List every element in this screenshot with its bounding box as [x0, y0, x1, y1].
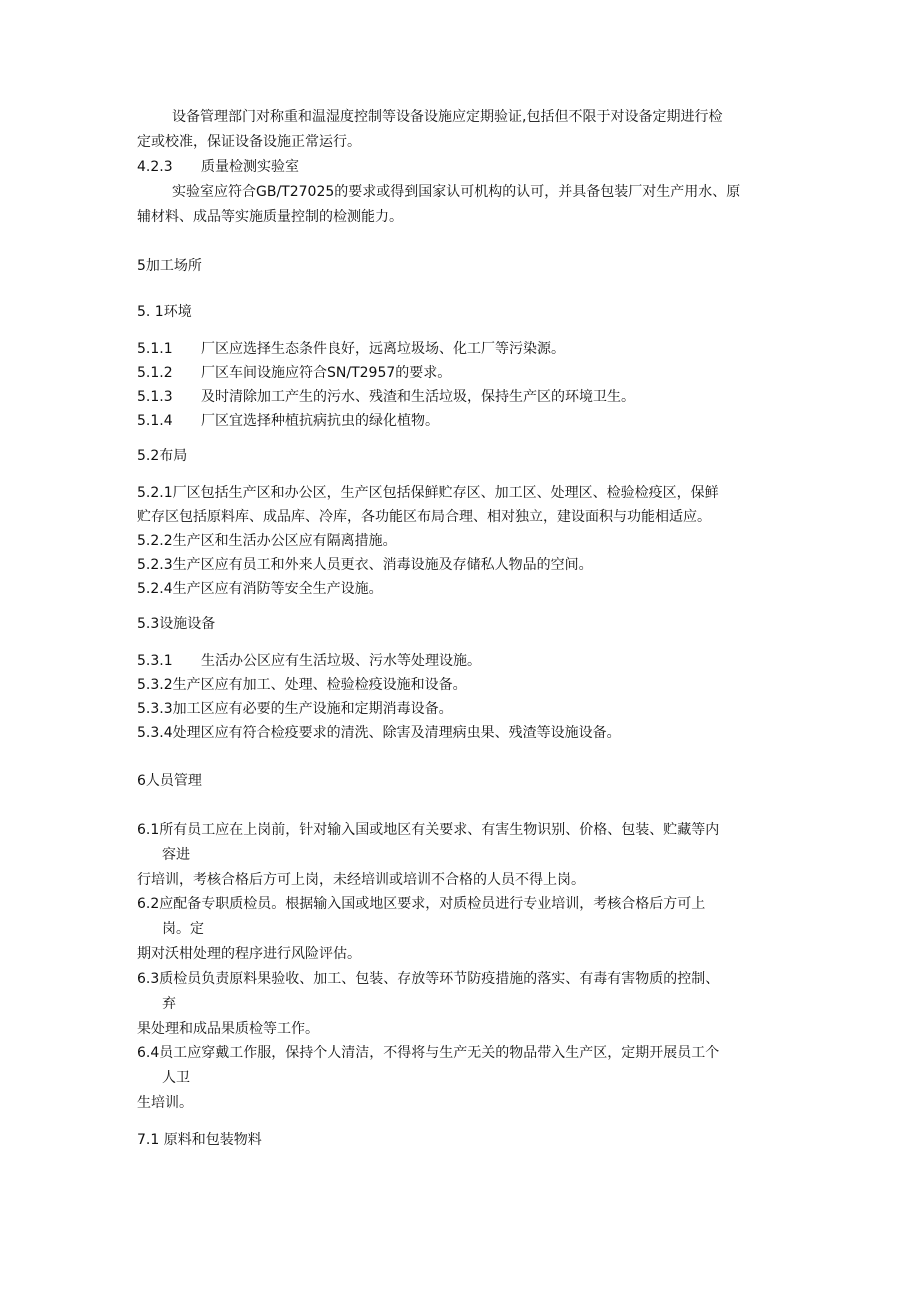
- clause: 5.2.1厂区包括生产区和办公区，生产区包括保鲜贮存区、加工区、处理区、检验检疫区，保鲜: [137, 485, 719, 501]
- clause-text: 厂区宜选择种植抗病抗虫的绿化植物。: [201, 413, 439, 429]
- clause: [137, 412, 439, 430]
- section-heading: 5.3设施设备: [137, 616, 216, 632]
- clause-continuation: 贮存区包括原料库、成品库、冷库，各功能区布局合理、相对独立，建设面积与功能相适应。: [137, 509, 711, 525]
- clause-number: 5.1.4: [137, 413, 173, 429]
- clause-text: 生活办公区应有生活垃圾、污水等处理设施。: [201, 653, 481, 669]
- clause-text: 及时清除加工产生的污水、残渣和生活垃圾，保持生产区的环境卫生。: [201, 389, 635, 405]
- section-heading: [137, 158, 299, 176]
- chapter-heading: 5加工场所: [137, 258, 202, 274]
- clause-number: 5.1.2: [137, 365, 173, 381]
- clause: 6.2应配备专职质检员。根据输入国或地区要求，对质检员进行专业培训，考核合格后方可上: [137, 896, 706, 912]
- section-heading: 7.1 原料和包装物料: [137, 1132, 262, 1148]
- chapter-heading: 6人员管理: [137, 773, 202, 789]
- clause: 6.3质检员负责原料果验收、加工、包装、存放等环节防疫措施的落实、有毒有害物质的控制、: [137, 971, 720, 987]
- clause: 5.2.3生产区应有员工和外来人员更衣、消毒设施及存储私人物品的空间。: [137, 557, 593, 573]
- clause: 5.3.4处理区应有符合检疫要求的清洗、除害及清理病虫果、残渣等设施设备。: [137, 725, 621, 741]
- clause: 5.2.4生产区应有消防等安全生产设施。: [137, 581, 383, 597]
- clause-continuation: 果处理和成品果质检等工作。: [137, 1021, 319, 1037]
- section-heading: 5. 1环境: [137, 304, 192, 320]
- clause: 5.3.2生产区应有加工、处理、检验检疫设施和设备。: [137, 677, 467, 693]
- clause-number: 5.1.1: [137, 341, 173, 357]
- clause: 5.2.2生产区和生活办公区应有隔离措施。: [137, 533, 397, 549]
- clause: 6.4员工应穿戴工作服，保持个人清洁，不得将与生产无关的物品带入生产区，定期开展员工个: [137, 1045, 720, 1061]
- clause-number: 5.3.1: [137, 653, 173, 669]
- clause-wrap: 容进: [162, 847, 190, 863]
- clause: [137, 652, 481, 670]
- clause-number: 5.1.3: [137, 389, 173, 405]
- clause-wrap: 人卫: [162, 1070, 190, 1086]
- clause: [137, 388, 635, 406]
- section-title: 质量检测实验室: [201, 159, 299, 175]
- clause: [137, 364, 451, 382]
- clause-wrap: 岗。定: [162, 921, 204, 937]
- clause: 6.1所有员工应在上岗前，针对输入国或地区有关要求、有害生物识别、价格、包装、贮藏等内: [137, 822, 720, 838]
- paragraph-line: 实验室应符合GB/T27025的要求或得到国家认可机构的认可，并具备包装厂对生产用水、原: [172, 184, 741, 200]
- clause-continuation: 期对沃柑处理的程序进行风险评估。: [137, 946, 361, 962]
- clause-continuation: 生培训。: [137, 1095, 193, 1111]
- clause: [137, 340, 565, 358]
- clause-continuation: 行培训，考核合格后方可上岗，未经培训或培训不合格的人员不得上岗。: [137, 872, 585, 888]
- clause: 5.3.3加工区应有必要的生产设施和定期消毒设备。: [137, 701, 453, 717]
- clause-text: 厂区车间设施应符合SN/T2957的要求。: [201, 365, 452, 381]
- paragraph-line: 定或校准，保证设备设施正常运行。: [137, 134, 361, 150]
- clause-wrap: 弃: [162, 996, 176, 1012]
- paragraph-line: 辅材料、成品等实施质量控制的检测能力。: [137, 209, 403, 225]
- section-number: 4.2.3: [137, 159, 173, 175]
- section-heading: 5.2布局: [137, 448, 188, 464]
- clause-text: 厂区应选择生态条件良好，远离垃圾场、化工厂等污染源。: [201, 341, 565, 357]
- paragraph-line: 设备管理部门对称重和温湿度控制等设备设施应定期验证,包括但不限于对设备定期进行检: [172, 109, 723, 125]
